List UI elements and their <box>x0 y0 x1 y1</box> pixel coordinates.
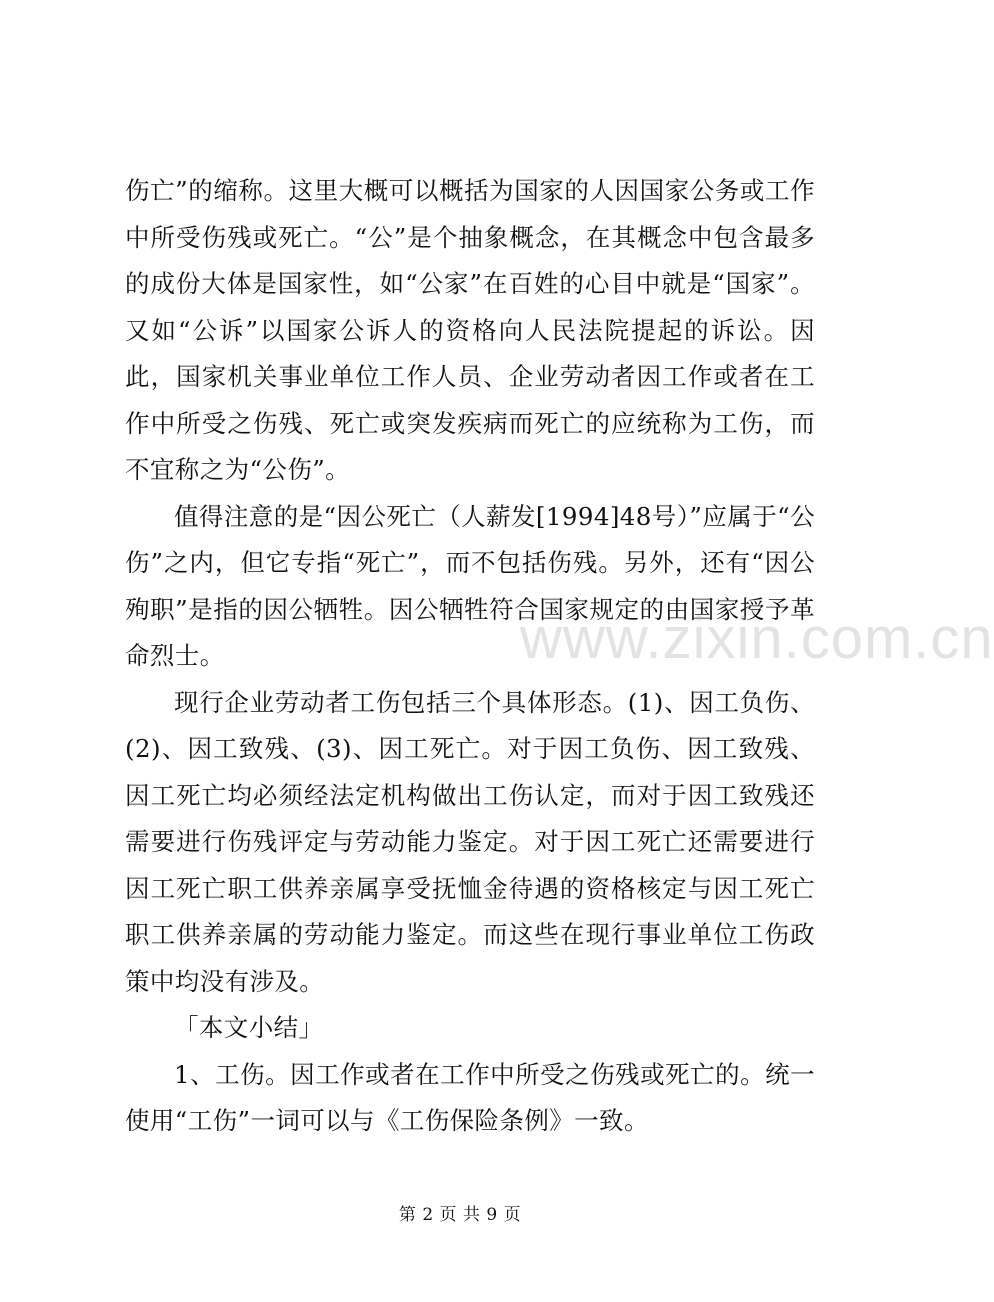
paragraph-3: 现行企业劳动者工伤包括三个具体形态。(1)、因工负伤、(2)、因工致残、(3)、因工死亡。对于因工负伤、因工致残、因工死亡均必须经法定机构做出工伤认定，而对于因工致残还需要进行伤残评定与劳动能力鉴定。对于因工死亡还需要进行因工死亡职工供养亲属享受抚恤金待遇的资格核定与因工死亡职工供养亲属的劳动能力鉴定。而这些在现行事业单位工伤政策中均没有涉及。 <box>125 687 815 996</box>
page-footer: 第 2 页 共 9 页 <box>398 1205 522 1225</box>
paragraph-2: 值得注意的是“因公死亡（人薪发[1994]48号）”应属于“公伤”之内，但它专指“死亡”，而不包括伤残。另外，还有“因公殉职”是指的因公牺牲。因公牺牲符合国家规定的由国家授予革命烈士。 <box>125 501 815 670</box>
watermark: www.zixin.com.cn <box>520 606 994 671</box>
document-body <box>125 168 815 1145</box>
section-heading-summary: 「本文小结」 <box>174 1013 324 1042</box>
paragraph-1: 伤亡”的缩称。这里大概可以概括为国家的人因国家公务或工作中所受伤残或死亡。“公”是个抽象概念，在其概念中包含最多的成份大体是国家性，如“公家”在百姓的心目中就是“国家”。又如“公诉”以国家公诉人的资格向人民法院提起的诉讼。因此，国家机关事业单位工作人员、企业劳动者因工作或者在工作中所受之伤残、死亡或突发疾病而死亡的应统称为工伤，而不宜称之为“公伤”。 <box>125 176 815 484</box>
paragraph-4: 1、工伤。因工作或者在工作中所受之伤残或死亡的。统一使用“工伤”一词可以与《工伤保险条例》一致。 <box>125 1059 815 1135</box>
